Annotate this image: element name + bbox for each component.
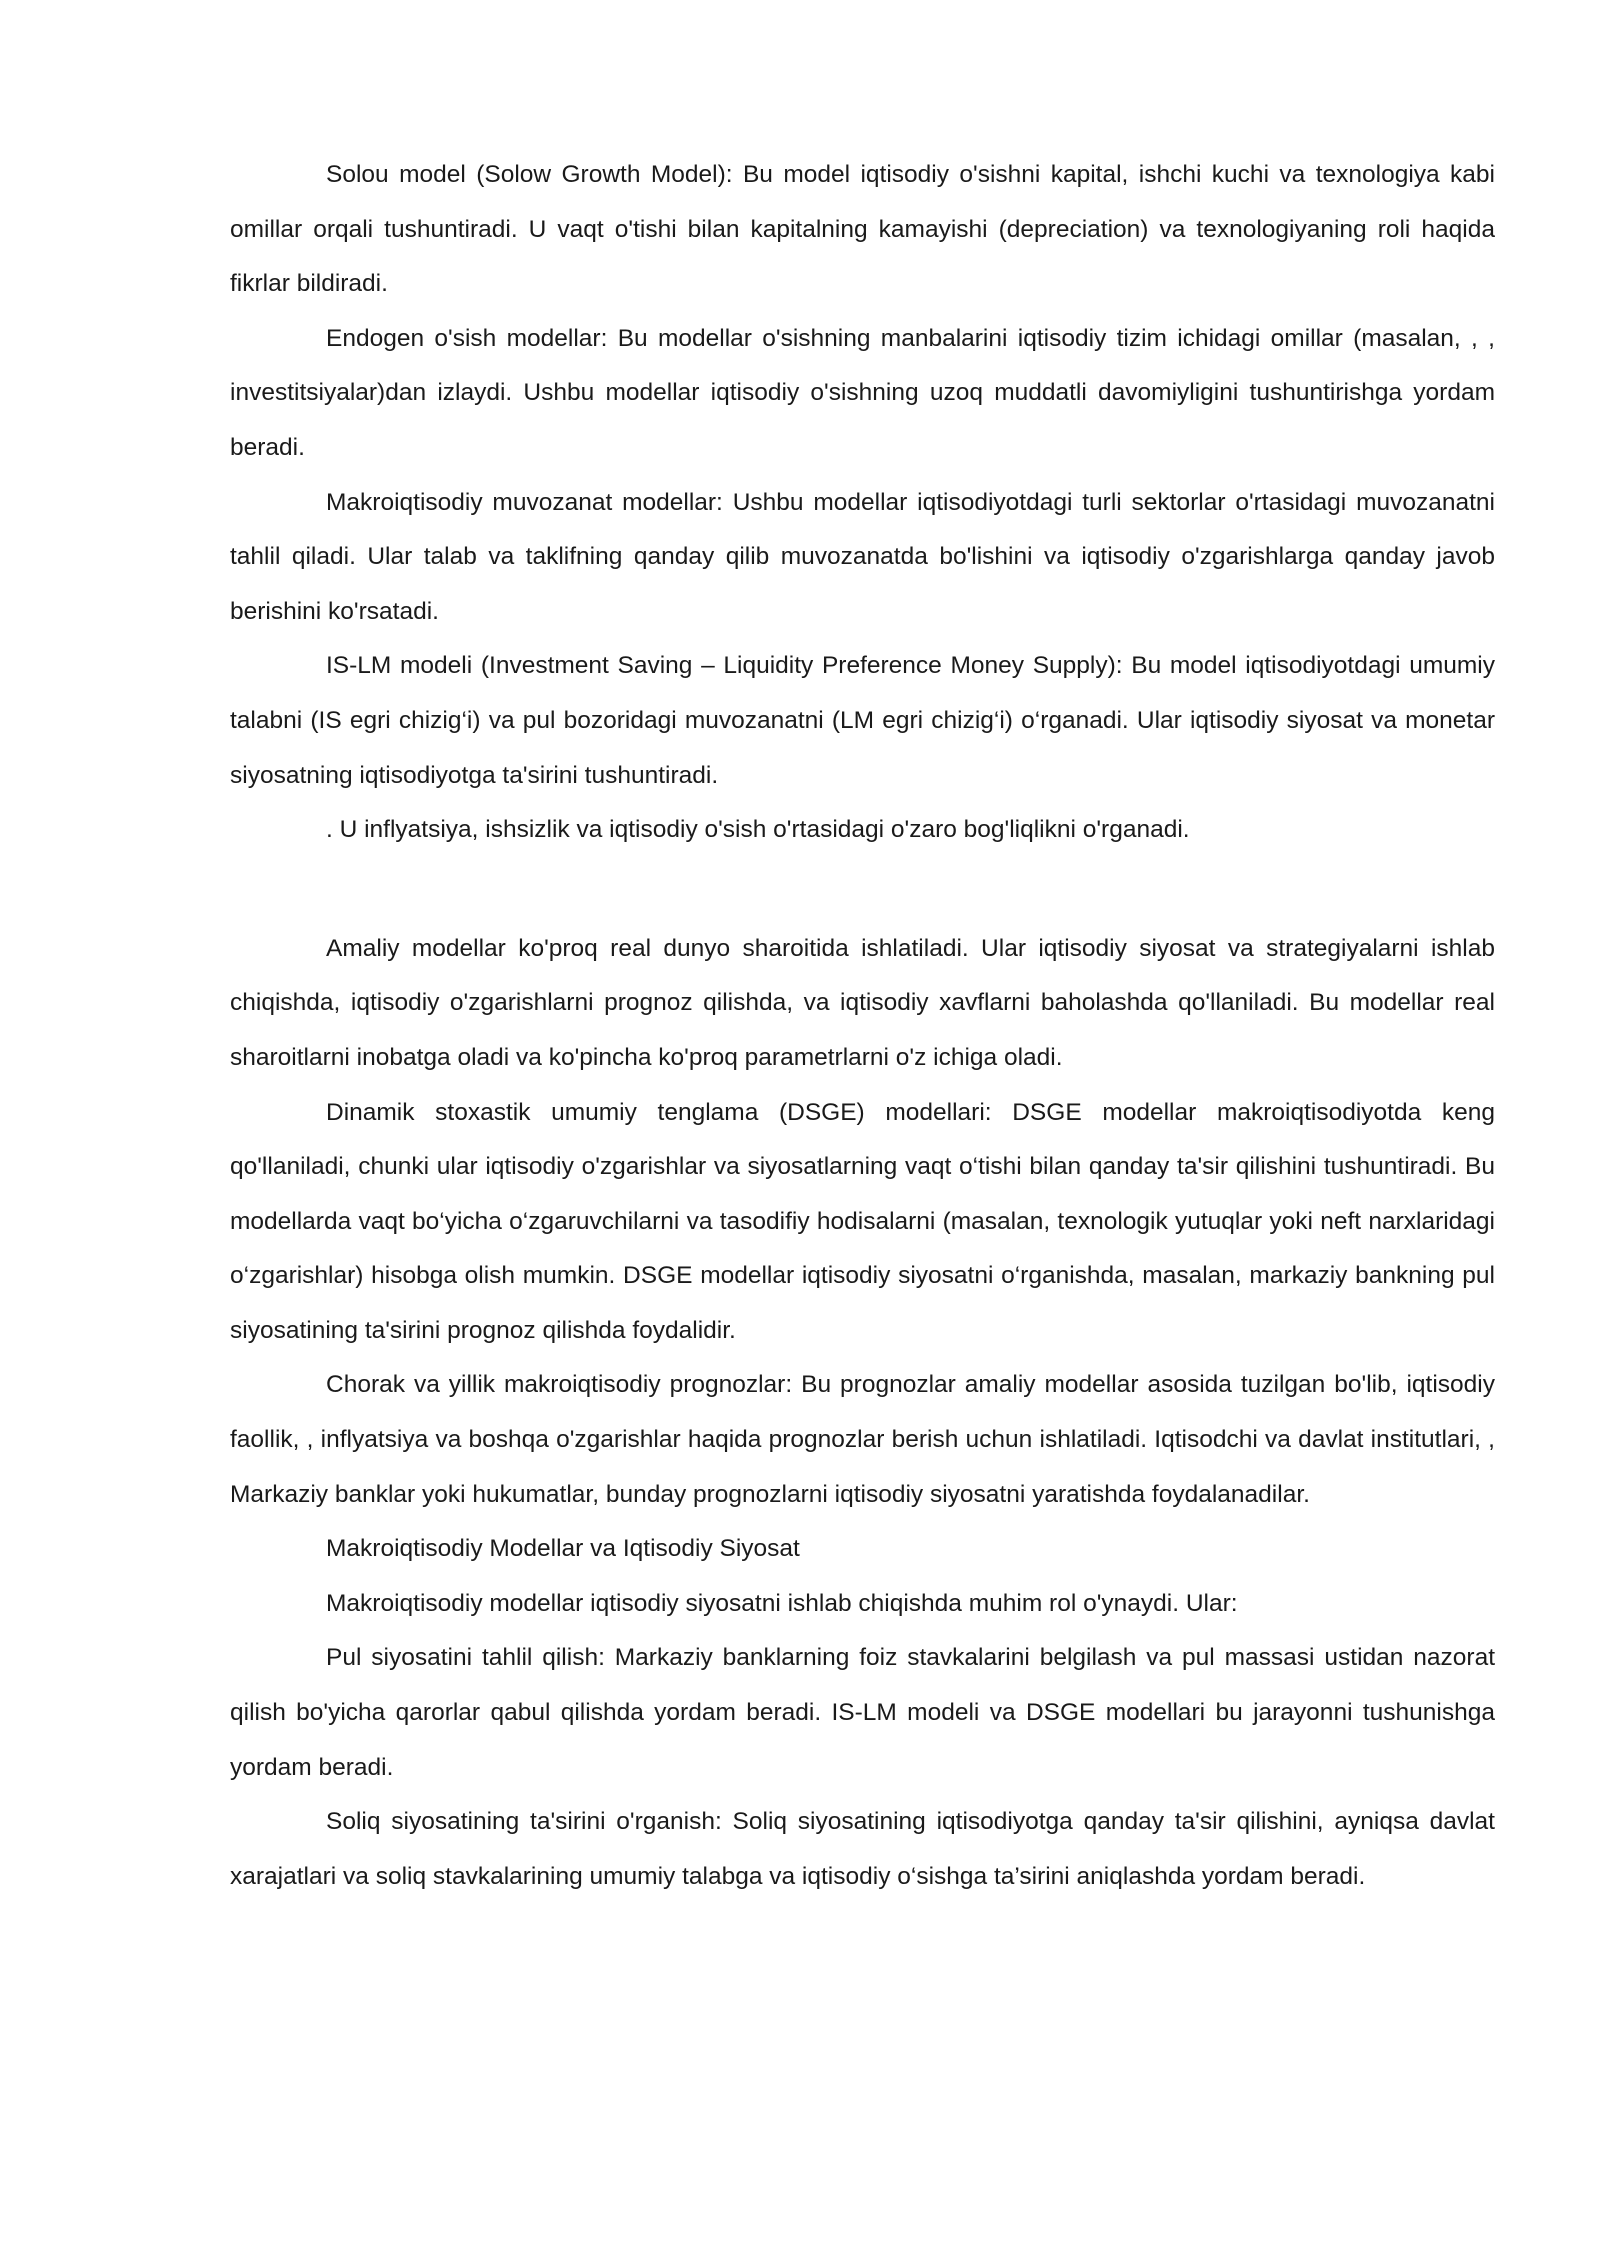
- paragraph-policy-intro: Makroiqtisodiy modellar iqtisodiy siyosatni ishlab chiqishda muhim rol o'ynaydi. Ular:: [326, 1589, 1238, 1617]
- paragraph-fiscal-policy: Soliq siyosatining ta'sirini o'rganish: Soliq siyosatining iqtisodiyotga qanday ta'sir qilishini, ayniqsa davlat xarajatlari va soliq stavkalarining umumiy talabga va iqtisodiy o‘sishga ta’sirini aniqlashda yordam beradi.: [230, 1808, 1495, 1890]
- paragraph-is-lm-model: IS-LM modeli (Investment Saving – Liquidity Preference Money Supply): Bu model iqtisodiyotdagi umumiy talabni (IS egri chizig‘i) va pul bozoridagi muvozanatni (LM egri chizig‘i) o‘rganadi. Ular iqtisodiy siyosat va monetar siyosatning iqtisodiyotga ta'sirini tushuntiradi.: [230, 652, 1495, 789]
- paragraph-monetary-policy: Pul siyosatini tahlil qilish: Markaziy banklarning foiz stavkalarini belgilash va pul massasi ustidan nazorat qilish bo'yicha qarorlar qabul qilishda yordam beradi. IS-LM modeli va DSGE modellari bu jarayonni tushunishga yordam beradi.: [230, 1644, 1495, 1781]
- paragraph-equilibrium-models: Makroiqtisodiy muvozanat modellar: Ushbu modellar iqtisodiyotdagi turli sektorlar o'rtasidagi muvozanatni tahlil qiladi. Ular talab va taklifning qanday qilib muvozanatda bo'lishini va iqtisodiy o'zgarishlarga qanday javob berishini ko'rsatadi.: [230, 488, 1495, 625]
- paragraph-solow-model: Solou model (Solow Growth Model): Bu model iqtisodiy o'sishni kapital, ishchi kuchi va texnologiya kabi omillar orqali tushuntiradi. U vaqt o'tishi bilan kapitalning kamayishi (depreciation) va texnologiyaning roli haqida fikrlar bildiradi.: [230, 161, 1495, 298]
- paragraph-forecasts: Chorak va yillik makroiqtisodiy prognozlar: Bu prognozlar amaliy modellar asosida tuzilgan bo'lib, iqtisodiy faollik, , inflyatsiya va boshqa o'zgarishlar haqida prognozlar berish uchun ishlatiladi. Iqtisodchi va davlat institutlari, , Markaziy banklar yoki hukumatlar, bunday prognozlarni iqtisodiy siyosatni yaratishda foydalanadilar.: [230, 1371, 1495, 1508]
- paragraph-endogenous-growth: Endogen o'sish modellar: Bu modellar o'sishning manbalarini iqtisodiy tizim ichidagi omillar (masalan, , , investitsiyalar)dan izlaydi. Ushbu modellar iqtisodiy o'sishning uzoq muddatli davomiyligini tushuntirishga yordam beradi.: [230, 324, 1495, 461]
- paragraph-spacer: [230, 858, 1495, 922]
- paragraph-dsge-models: Dinamik stoxastik umumiy tenglama (DSGE) modellari: DSGE modellar makroiqtisodiyotda keng qo'llaniladi, chunki ular iqtisodiy o'zgarishlar va siyosatlarning vaqt o‘tishi bilan qanday ta'sir qilishini tushuntiradi. Bu modellarda vaqt bo‘yicha o‘zgaruvchilarni va tasodifiy hodisalarni (masalan, texnologik yutuqlar yoki neft narxlaridagi o‘zgarishlar) hisobga olish mumkin. DSGE modellar iqtisodiy siyosatni o‘rganishda, masalan, markaziy bankning pul siyosatining ta'sirini prognoz qilishda foydalidir.: [230, 1098, 1495, 1344]
- section-heading-models-and-policy: Makroiqtisodiy Modellar va Iqtisodiy Siyosat: [326, 1535, 800, 1563]
- paragraph-applied-models: Amaliy modellar ko'proq real dunyo sharoitida ishlatiladi. Ular iqtisodiy siyosat va strategiyalarni ishlab chiqishda, iqtisodiy o'zgarishlarni prognoz qilishda, va iqtisodiy xavflarni baholashda qo'llaniladi. Bu modellar real sharoitlarni inobatga oladi va ko'pincha ko'proq parametrlarni o'z ichiga oladi.: [230, 934, 1495, 1071]
- paragraph-inflation-unemployment: . U inflyatsiya, ishsizlik va iqtisodiy o'sish o'rtasidagi o'zaro bog'liqlikni o'rganadi.: [326, 816, 1190, 844]
- document-body: [230, 148, 1495, 1904]
